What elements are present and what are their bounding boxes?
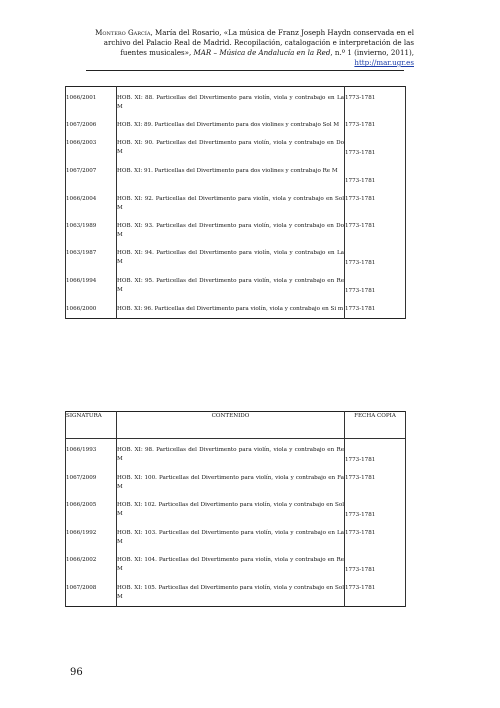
header-author: Montero García [95, 28, 151, 37]
cell-contenido: HOB. XI: 100. Particellas del Divertimento para violín, viola y contrabajo en Fa M [117, 474, 345, 501]
table-row [66, 584, 406, 607]
cell-fecha-copia [345, 195, 406, 222]
cell-contenido: HOB. XI: 88. Particellas del Divertimento para violín, viola y contrabajo en La M [117, 94, 345, 121]
header-journal: MAR – Música de Andalucía en la Red [193, 48, 331, 57]
table-row [66, 529, 406, 556]
table-row [66, 305, 406, 319]
table-row [66, 139, 406, 167]
cell-signatura: 1067/2006 [66, 121, 117, 139]
cell-fecha-copia [345, 139, 406, 167]
cell-fecha-copia [345, 277, 406, 305]
cell-signatura: 1067/2009 [66, 474, 117, 501]
table-row [66, 195, 406, 222]
header-link[interactable]: http://mar.ugr.es [354, 58, 414, 67]
header-line1: , María del Rosario, «La música de Franz Joseph Haydn conservada en el [150, 28, 414, 37]
fecha-copia-value: 1773-1781 [345, 475, 376, 481]
header-line2: archivo del Palacio Real de Madrid. Recopilación, catalogación e interpretación de las fuentes [103, 38, 414, 57]
cell-contenido: HOB. XI: 105. Particellas del Divertimento para violín, viola y contrabajo en Sol M [117, 584, 345, 607]
catalog-table-continued [65, 86, 406, 319]
fecha-copia-value: 1773-1781 [345, 530, 376, 536]
fecha-copia-value: 1773-1781 [345, 567, 376, 573]
spacer-row [66, 87, 406, 95]
cell-fecha-copia [345, 121, 406, 139]
table-header-row [66, 412, 406, 439]
fecha-copia-value: 1773-1781 [345, 260, 376, 266]
table-row [66, 121, 406, 139]
table-row [66, 446, 406, 474]
table-row [66, 222, 406, 249]
table-row [66, 94, 406, 121]
cell-contenido: HOB. XI: 103. Particellas del Divertimento para violín, viola y contrabajo en La M [117, 529, 345, 556]
header-contenido: CONTENIDO [117, 412, 345, 439]
catalog-table-body [66, 439, 406, 607]
fecha-copia-value: 1773-1781 [345, 223, 376, 229]
cell-fecha-copia [345, 556, 406, 584]
cell-signatura: 1066/2005 [66, 501, 117, 529]
cell-fecha-copia [345, 584, 406, 607]
cell-fecha-copia [345, 529, 406, 556]
fecha-copia-value: 1773-1781 [345, 178, 376, 184]
cell-contenido: HOB. XI: 91. Particellas del Divertimento para dos violines y contrabajo Re M [117, 167, 345, 195]
catalog-table-continued-body [66, 87, 406, 319]
header-line3-mid: , n.º 1 (invierno, 2011), [330, 48, 414, 57]
table-row [66, 556, 406, 584]
header-line3-start: musicales», [149, 48, 192, 57]
cell-contenido: HOB. XI: 93. Particellas del Divertimento para violín, viola y contrabajo en Do M [117, 222, 345, 249]
page-number: 96 [70, 667, 83, 678]
cell-signatura: 1066/2004 [66, 195, 117, 222]
cell-fecha-copia [345, 446, 406, 474]
cell-signatura: 1067/2007 [66, 167, 117, 195]
spacer-row [66, 439, 406, 447]
cell-contenido: HOB. XI: 94. Particellas del Divertimento para violín, viola y contrabajo en La M [117, 249, 345, 277]
fecha-copia-value: 1773-1781 [345, 122, 376, 128]
fecha-copia-value: 1773-1781 [345, 585, 376, 591]
table-row [66, 474, 406, 501]
table-row [66, 167, 406, 195]
fecha-copia-value: 1773-1781 [345, 457, 376, 463]
cell-contenido: HOB. XI: 92. Particellas del Divertimento para violín, viola y contrabajo en Sol M [117, 195, 345, 222]
fecha-copia-value: 1773-1781 [345, 196, 376, 202]
cell-fecha-copia [345, 94, 406, 121]
cell-contenido: HOB. XI: 89. Particellas del Divertimento para dos violines y contrabajo Sol M [117, 121, 345, 139]
cell-contenido: HOB. XI: 104. Particellas del Divertimento para violín, viola y contrabajo en Re M [117, 556, 345, 584]
header-fecha-copia: FECHA COPIA [345, 412, 406, 439]
table-row [66, 277, 406, 305]
cell-contenido: HOB. XI: 98. Particellas del Divertimento para violín, viola y contrabajo en Re M [117, 446, 345, 474]
cell-contenido: HOB. XI: 102. Particellas del Divertimento para violín, viola y contrabajo en Sol M [117, 501, 345, 529]
fecha-copia-value: 1773-1781 [345, 288, 376, 294]
cell-signatura: 1066/2001 [66, 94, 117, 121]
cell-signatura: 1066/2003 [66, 139, 117, 167]
cell-fecha-copia [345, 249, 406, 277]
cell-fecha-copia [345, 474, 406, 501]
cell-signatura: 1066/1992 [66, 529, 117, 556]
cell-signatura: 1066/1994 [66, 277, 117, 305]
cell-signatura: 1063/1989 [66, 222, 117, 249]
header-signatura: SIGNATURA [66, 412, 117, 439]
cell-fecha-copia [345, 167, 406, 195]
fecha-copia-value: 1773-1781 [345, 150, 376, 156]
cell-signatura: 1066/2002 [66, 556, 117, 584]
fecha-copia-value: 1773-1781 [345, 512, 376, 518]
table-row [66, 501, 406, 529]
table-row [66, 249, 406, 277]
cell-contenido: HOB. XI: 90. Particellas del Divertimento para violín, viola y contrabajo en Do M [117, 139, 345, 167]
cell-signatura: 1066/2000 [66, 305, 117, 319]
cell-signatura: 1063/1987 [66, 249, 117, 277]
cell-fecha-copia [345, 222, 406, 249]
catalog-table [65, 411, 406, 607]
cell-contenido: HOB. XI: 96. Particellas del Divertimento para violín, viola y contrabajo en Si m [117, 305, 345, 319]
cell-fecha-copia [345, 305, 406, 319]
cell-fecha-copia [345, 501, 406, 529]
header-rule [86, 70, 404, 71]
fecha-copia-value: 1773-1781 [345, 95, 376, 101]
cell-contenido: HOB. XI: 95. Particellas del Divertimento para violín, viola y contrabajo en Re M [117, 277, 345, 305]
fecha-copia-value: 1773-1781 [345, 306, 376, 312]
cell-signatura: 1066/1993 [66, 446, 117, 474]
cell-signatura: 1067/2008 [66, 584, 117, 607]
running-header [86, 28, 414, 68]
